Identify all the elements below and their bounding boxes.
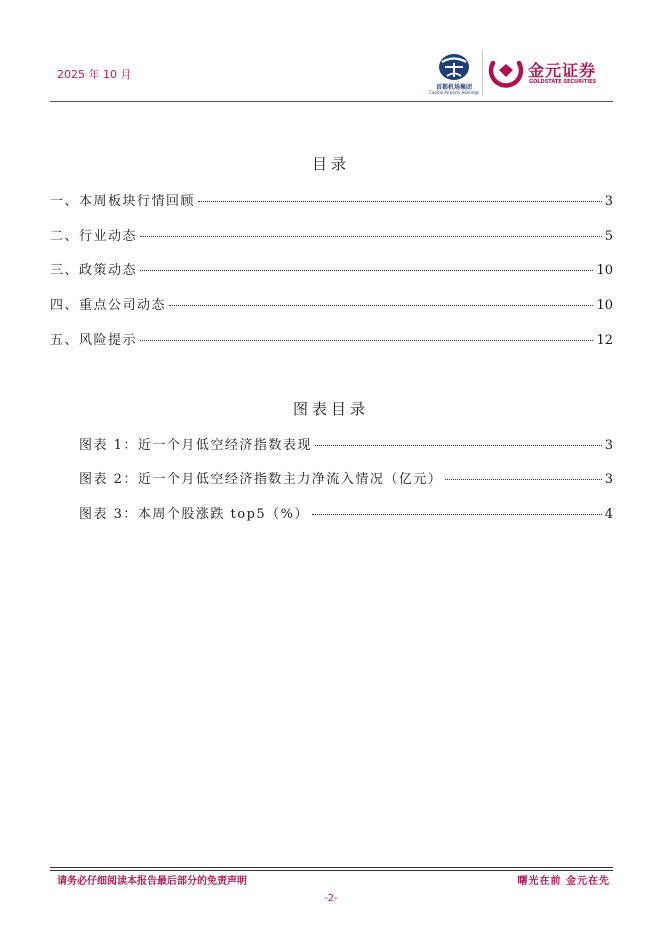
toc-entry-page: 10 bbox=[596, 263, 613, 278]
report-date: 2025 年 10 月 bbox=[57, 68, 132, 81]
figure-toc-entry[interactable] bbox=[79, 434, 613, 453]
toc-entry-label: 一、本周板块行情回顾 bbox=[50, 194, 196, 209]
dot-leader bbox=[315, 445, 602, 446]
toc-entry-page: 5 bbox=[604, 229, 613, 244]
figure-toc-entry-label: 图表 2：近一个月低空经济指数主力净流入情况（亿元） bbox=[79, 472, 443, 487]
figure-toc-entry-label: 图表 1：近一个月低空经济指数表现 bbox=[79, 438, 312, 453]
toc-entry-page: 10 bbox=[596, 298, 613, 313]
toc-entry-page: 3 bbox=[604, 194, 613, 209]
airport-logo-en: Capital Airports Holdings bbox=[429, 90, 479, 95]
toc-title: 目录 bbox=[311, 155, 350, 173]
airport-logo-cn: 首都机场集团 bbox=[435, 84, 472, 91]
dot-leader bbox=[140, 236, 602, 237]
footer-slogan: 曙光在前 金元在先 bbox=[517, 876, 610, 887]
footer-divider-top bbox=[50, 867, 613, 868]
toc-entry[interactable] bbox=[50, 225, 613, 244]
goldstate-logo bbox=[487, 53, 607, 93]
figure-toc-entry[interactable] bbox=[79, 503, 613, 522]
toc-entry[interactable] bbox=[50, 259, 613, 278]
toc-entry-label: 四、重点公司动态 bbox=[50, 298, 167, 313]
airport-emblem-icon bbox=[428, 52, 480, 82]
page-number: -2- bbox=[324, 893, 338, 904]
footer-disclaimer: 请务必仔细阅读本报告最后部分的免责声明 bbox=[57, 876, 247, 887]
dot-leader bbox=[445, 479, 601, 480]
footer-divider-bottom bbox=[50, 870, 613, 871]
dot-leader bbox=[312, 514, 602, 515]
goldstate-logo-cn: 金元证券 bbox=[528, 61, 597, 80]
header-divider bbox=[50, 101, 613, 102]
dot-leader bbox=[198, 201, 602, 202]
figure-toc-entry[interactable] bbox=[79, 468, 613, 487]
toc-entry-page: 12 bbox=[596, 333, 613, 348]
airport-logo bbox=[428, 52, 480, 96]
toc-entry[interactable] bbox=[50, 329, 613, 348]
figure-toc-entry-page: 3 bbox=[604, 472, 613, 487]
logo-divider bbox=[482, 50, 483, 96]
toc-entry-label: 三、政策动态 bbox=[50, 263, 138, 278]
goldstate-logo-en: GOLDSTATE SECURITIES bbox=[529, 79, 597, 85]
dot-leader bbox=[169, 305, 593, 306]
figure-toc-entry-page: 4 bbox=[604, 507, 613, 522]
figure-toc-entry-label: 图表 3：本周个股涨跌 top5（%） bbox=[79, 507, 310, 522]
toc-entry-label: 五、风险提示 bbox=[50, 333, 138, 348]
toc-entry[interactable] bbox=[50, 190, 613, 209]
dot-leader bbox=[140, 340, 593, 341]
toc-entry-label: 二、行业动态 bbox=[50, 229, 138, 244]
goldstate-emblem-icon bbox=[487, 53, 525, 91]
toc-entry[interactable] bbox=[50, 294, 613, 313]
figure-toc-title: 图表目录 bbox=[292, 400, 369, 418]
dot-leader bbox=[140, 270, 593, 271]
figure-toc-entry-page: 3 bbox=[604, 438, 613, 453]
